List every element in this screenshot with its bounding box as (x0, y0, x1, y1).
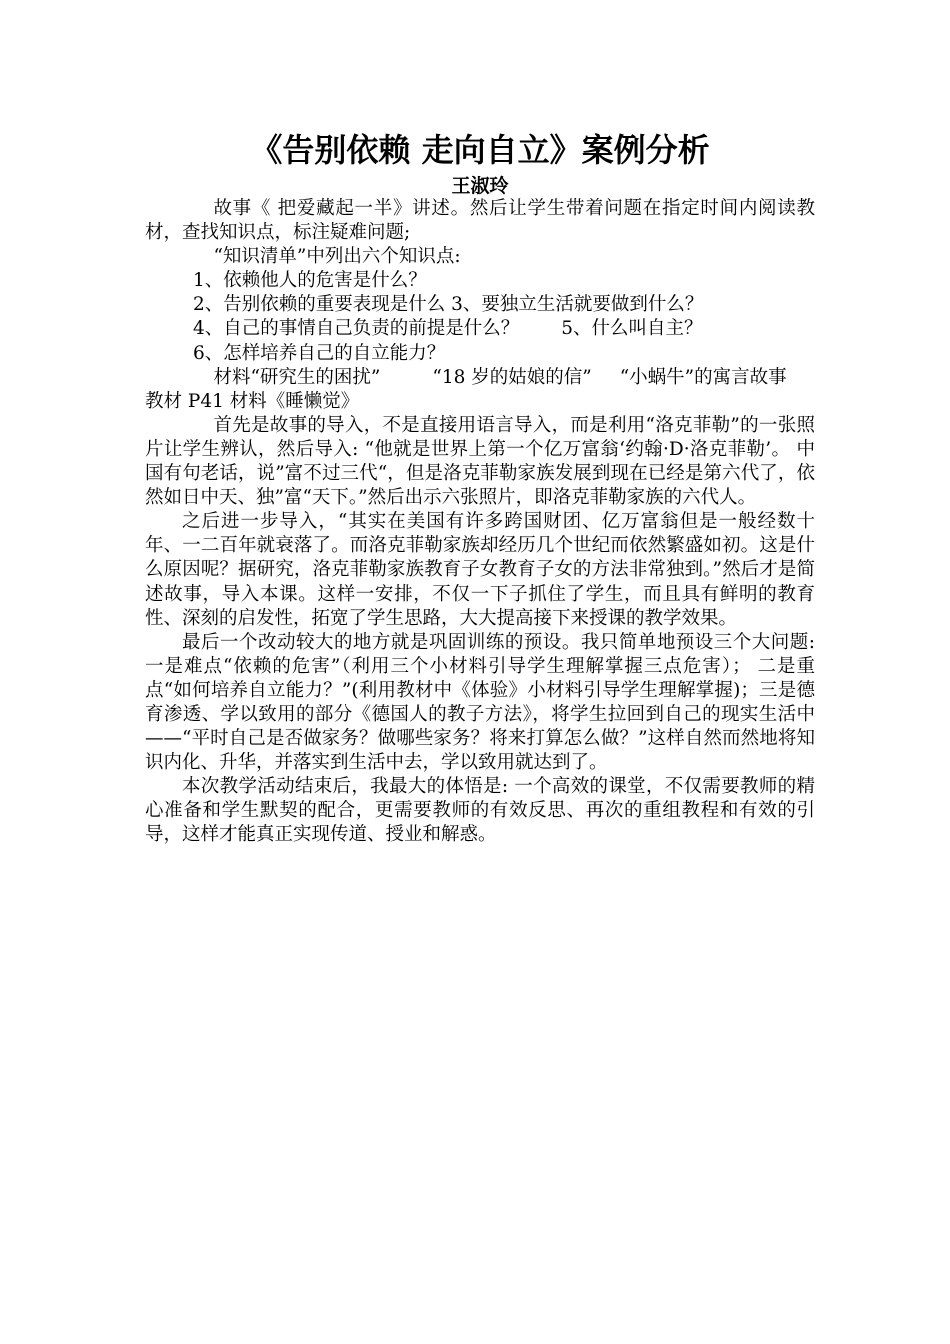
material-2: “18 岁的姑娘的信” (432, 366, 592, 388)
knowledge-item-5-text: 5、什么叫自主？ (561, 318, 703, 340)
material-1: 材料“研究生的困扰” (213, 366, 381, 388)
material-3: “小蜗牛”的寓言故事 (619, 366, 787, 388)
paragraph-3: 最后一个改动较大的地方就是巩固训练的预设。我只简单地预设三个大问题: 一是难点“依赖的危害”（利用三个小材料引导学生理解掌握三点危害）； 二是重点“如何培养自立能力？”(利用教材中《体验》小材料引导学生理解掌握)；三是德育渗透、学以致用的部分《德国人的教子方法》，将学生拉回到自己的现实生活中——“平时自己是否做家务？做哪些家务？将来打算怎么做？”这样自然而然地将知识内化、升华，并落实到生活中去，学以致用就达到了。 (145, 631, 815, 774)
knowledge-item-4-5 (145, 317, 815, 341)
knowledge-item-1-text: 1、依赖他人的危害是什么？ (193, 270, 427, 292)
knowledge-item-6 (145, 342, 815, 366)
document-title: 《告别依赖 走向自立》案例分析 (250, 131, 710, 169)
paragraph-1: 首先是故事的导入，不是直接用语言导入，而是利用“洛克菲勒”的一张照片让学生辨认，然后导入: “他就是世界上第一个亿万富翁‘约翰·D·洛克菲勒’。 中国有句老话，说”富不过三代“，但是洛克菲勒家族发展到现在已经是第六代了，依然如日中天、独”富“天下。”然后出示六张照片，即洛克菲勒家族的六代人。 (145, 414, 815, 509)
document-body (145, 197, 815, 848)
knowledge-item-2-3 (145, 293, 815, 317)
knowledge-item-4-text: 4、自己的事情自己负责的前提是什么？ (193, 318, 520, 340)
knowledge-item-6-text: 6、怎样培养自己的自立能力？ (193, 342, 446, 364)
paragraph-4: 本次教学活动结束后，我最大的体悟是: 一个高效的课堂，不仅需要教师的精心准备和学生默契的配合，更需要教师的有效反思、再次的重组教程和有效的引导，这样才能真正实现传道、授业和解惑。 (145, 776, 815, 846)
list-intro: “知识清单”中列出六个知识点: (213, 246, 461, 268)
knowledge-item-2-3-text: 2、告别依赖的重要表现是什么 3、要独立生活就要做到什么？ (193, 294, 704, 316)
document-page (145, 125, 815, 848)
material-4: 教材 P41 材料《睡懒觉》 (145, 390, 360, 412)
intro-paragraph: 故事《 把爱藏起一半》讲述。然后让学生带着问题在指定时间内阅读教材，查找知识点，标注疑难问题; (145, 198, 815, 244)
document-author: 王淑玲 (451, 175, 509, 197)
knowledge-item-1 (145, 269, 815, 293)
paragraph-2: 之后进一步导入，“其实在美国有许多跨国财团、亿万富翁但是一般经数十年、一二百年就衰落了。而洛克菲勒家族却经历几个世纪而依然繁盛如初。这是什么原因呢？据研究，洛克菲勒家族教育子女教育子女的方法非常独到。”然后才是简述故事，导入本课。这样一安排，不仅一下子抓住了学生，而且具有鲜明的教育性、深刻的启发性，拓宽了学生思路，大大提高接下来授课的教学效果。 (145, 511, 815, 629)
materials-paragraph (145, 366, 815, 414)
